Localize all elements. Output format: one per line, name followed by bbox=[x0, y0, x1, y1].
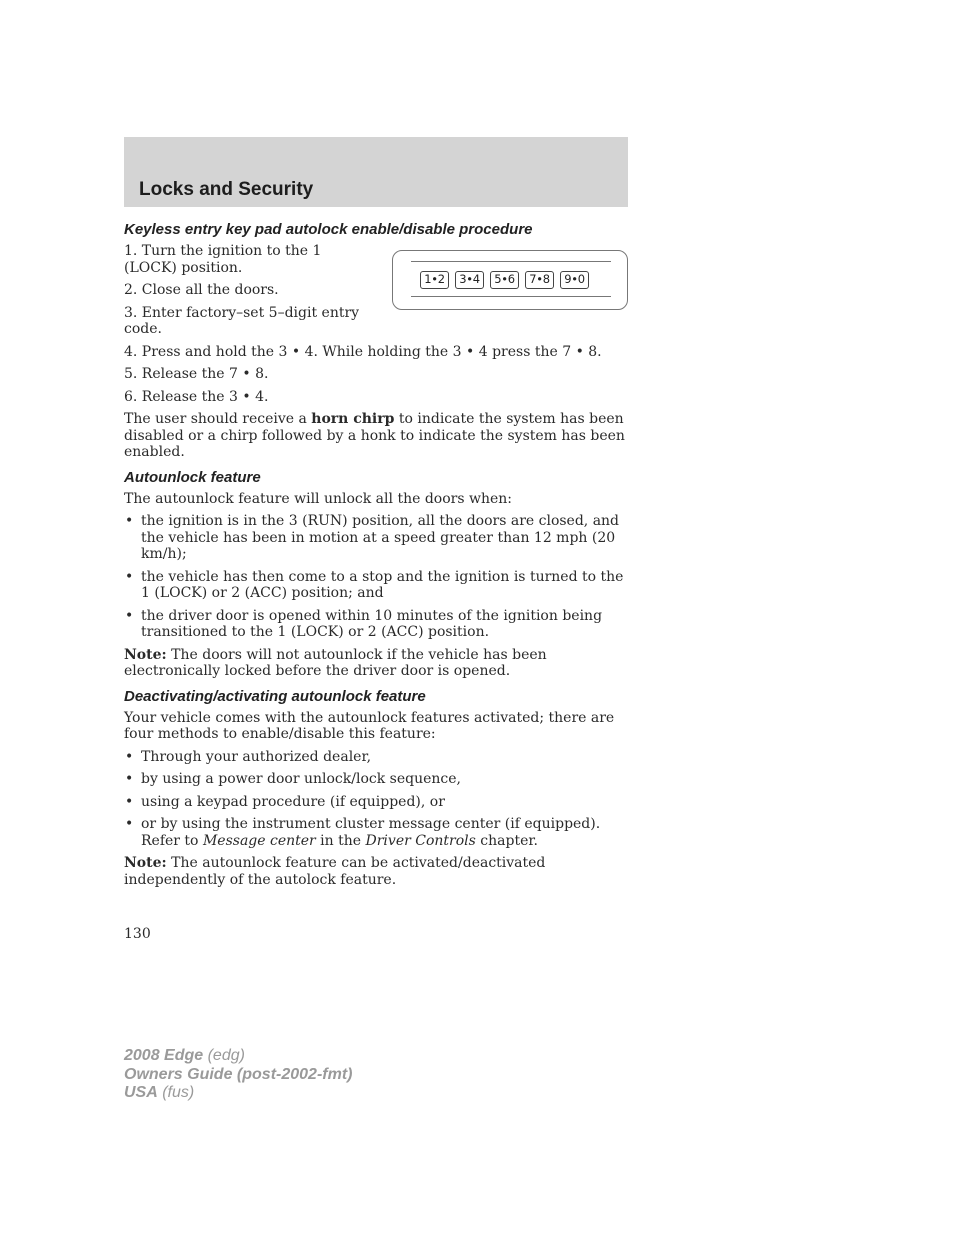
bullet-dot: • bbox=[125, 513, 134, 529]
bullet-dot: • bbox=[125, 816, 134, 832]
step-5: 5. Release the 7 • 8. bbox=[124, 366, 269, 382]
list-item-text: the vehicle has then come to a stop and the ignition is turned to the 1 (LOCK) or 2 (ACC) position; and bbox=[141, 568, 624, 601]
note-label: Note: bbox=[124, 855, 167, 871]
footer-guide: Owners Guide (post-2002-fmt) bbox=[124, 1065, 353, 1083]
footer-model-code: (edg) bbox=[203, 1047, 245, 1064]
bullet-dot: • bbox=[125, 748, 134, 765]
document-footer bbox=[124, 1047, 352, 1103]
bullet-dot: • bbox=[125, 568, 134, 585]
list-item-text: the driver door is opened within 10 minutes of the ignition being transitioned to the 1 (LOCK) or 2 (ACC) position. bbox=[141, 607, 603, 640]
list-item bbox=[124, 513, 628, 563]
autounlock-intro: The autounlock feature will unlock all the doors when: bbox=[124, 490, 512, 507]
footer-model: 2008 Edge bbox=[124, 1047, 204, 1064]
autounlock-note bbox=[124, 647, 628, 680]
page-content bbox=[124, 221, 628, 894]
note-text: The autounlock feature can be activated/deactivated independently of the autolock feature. bbox=[124, 855, 546, 888]
list-item-text: Through your authorized dealer, bbox=[141, 748, 372, 765]
keypad-key-3-4: 3•4 bbox=[455, 271, 484, 289]
page-number: 130 bbox=[124, 926, 151, 942]
step-3: 3. Enter factory–set 5–digit entry code. bbox=[124, 304, 360, 337]
list-item bbox=[124, 608, 628, 641]
footer-market: USA bbox=[124, 1084, 158, 1101]
result-text-pre: The user should receive a bbox=[124, 411, 312, 427]
note-label: Note: bbox=[124, 646, 167, 663]
footer-line-market bbox=[124, 1084, 352, 1103]
list-item-text: in the bbox=[315, 832, 366, 849]
keypad-key-7-8: 7•8 bbox=[525, 271, 554, 289]
list-item bbox=[124, 771, 628, 788]
step-4: 4. Press and hold the 3 • 4. While holding the 3 • 4 press the 7 • 8. bbox=[124, 343, 602, 360]
result-paragraph bbox=[124, 411, 628, 461]
keypad-key-1-2: 1•2 bbox=[420, 271, 449, 289]
bullet-dot: • bbox=[125, 607, 134, 624]
note-text: The doors will not autounlock if the vehicle has been electronically locked before the driver door is opened. bbox=[124, 646, 547, 679]
deactivating-note bbox=[124, 855, 628, 888]
list-item-text: or by using the instrument cluster message center (if equipped). Refer to bbox=[141, 816, 601, 849]
list-item bbox=[124, 749, 628, 766]
list-item-text: the ignition is in the 3 (RUN) position, all the doors are closed, and the vehicle has been in motion at a speed greater than 12 mph (20 km/h); bbox=[141, 513, 620, 562]
step-6: 6. Release the 3 • 4. bbox=[124, 388, 269, 405]
deactivating-intro: Your vehicle comes with the autounlock features activated; there are four methods to enable/disable this feature: bbox=[124, 709, 615, 742]
section-heading-autolock: Keyless entry key pad autolock enable/disable procedure bbox=[124, 221, 533, 238]
step-1: 1. Turn the ignition to the 1 (LOCK) position. bbox=[124, 243, 322, 276]
list-item-text: using a keypad procedure (if equipped), or bbox=[141, 793, 445, 810]
list-item bbox=[124, 794, 628, 811]
footer-line-model bbox=[124, 1047, 352, 1066]
cross-reference-driver-controls: Driver Controls bbox=[365, 832, 476, 849]
footer-line-guide bbox=[124, 1066, 352, 1085]
section-heading-deactivating: Deactivating/activating autounlock feature bbox=[124, 687, 426, 705]
list-item-text: by using a power door unlock/lock sequence, bbox=[141, 771, 461, 787]
list-item-text: chapter. bbox=[475, 832, 538, 849]
autounlock-conditions-list bbox=[124, 513, 628, 641]
step-2: 2. Close all the doors. bbox=[124, 282, 279, 298]
result-text-bold: horn chirp bbox=[311, 411, 395, 427]
footer-market-code: (fus) bbox=[157, 1084, 195, 1101]
section-header-band bbox=[124, 137, 628, 207]
list-item bbox=[124, 569, 628, 602]
bullet-dot: • bbox=[125, 771, 134, 787]
result-text-post: to indicate the system has been disabled or a chirp followed by a honk to indicate the system has been enabled. bbox=[124, 411, 625, 460]
section-heading-autounlock: Autounlock feature bbox=[124, 468, 261, 486]
list-item bbox=[124, 816, 628, 849]
section-title: Locks and Security bbox=[139, 179, 314, 200]
bullet-dot: • bbox=[125, 793, 134, 810]
deactivating-methods-list bbox=[124, 749, 628, 850]
keypad-key-5-6: 5•6 bbox=[490, 271, 519, 289]
cross-reference-message-center: Message center bbox=[202, 832, 316, 849]
keypad-key-9-0: 9•0 bbox=[560, 271, 589, 289]
